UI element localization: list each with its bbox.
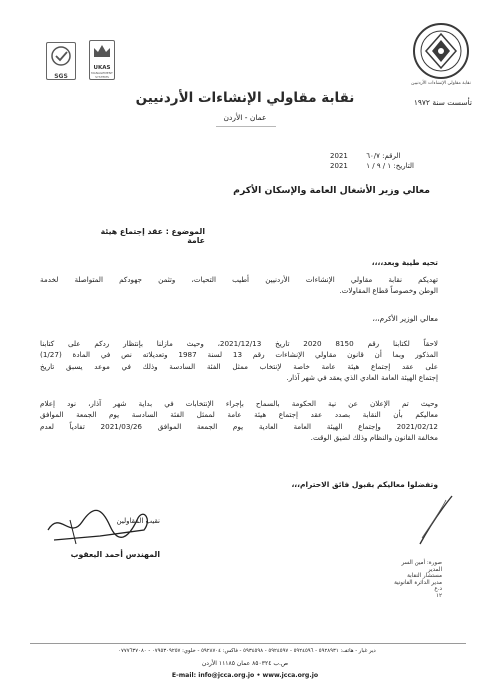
stamp-line: د.ع — [434, 586, 442, 593]
signer-title: نقيب المقاولين — [116, 517, 160, 525]
stamp-line: مدير الدائرة القانونية — [394, 579, 442, 586]
paragraph-line: المذكور وبما أن قانون مقاولي الإنشاءات رقم 13 لسنة 1987 وتعديلاته نص في المادة (1/27) — [40, 350, 438, 360]
union-logo — [412, 22, 470, 80]
ref-number: الرقم: ٦٠/٧ — [366, 152, 401, 160]
sgs-cert-badge — [46, 42, 76, 80]
paragraph-line: على عقد إجتماع هيئة عامة خاصة لإنتخاب ممثل الفئة السادسة وذلك في موعد يسبق تاريخ — [40, 361, 438, 371]
stamp-line: المدير — [427, 566, 442, 573]
paragraph-line: وحيث تم الإعلان عن نية الحكومة بالسماح بإجراء الإنتخابات في بداية شهر آذار، نود إعلام — [40, 399, 438, 408]
founded-date: تأسست سنة ١٩٧٢ — [413, 98, 472, 107]
union-emblem-icon — [412, 22, 470, 80]
margin-pen-mark — [408, 492, 458, 552]
paragraph-line: مخالفة القانون والنظام وذلك لضيق الوقت. — [310, 433, 438, 443]
subject: الموضوع : عقد إجتماع هيئة عامة — [100, 227, 205, 245]
greeting: تحيه طيبة وبعد،،،، — [371, 258, 438, 267]
ref-year: 2021 — [330, 152, 348, 160]
paragraph-2 — [40, 398, 438, 444]
signer-name: المهندس أحمد اليعقوب — [70, 550, 160, 559]
intro-line: تهديكم نقابة مقاولي الإنشاءات الأردنيين أطيب التحيات، وتثمن جهودكم المتواصلة لخدمة — [40, 275, 438, 284]
ref-date-row — [330, 162, 440, 170]
salutation: معالي الوزير الأكرم،،، — [372, 314, 438, 323]
iso-cert-icon — [47, 43, 75, 69]
org-city: عمان - الأردن — [223, 113, 267, 122]
footer-address: دير غبار - هاتف: ٥٩٢٨٩٣١ - ٥٩٢٤٥٩٦ - ٥٩٢٤٥٩٧ - ٥٩٣٤٥٩٨ - فاكس: ٥٩٢٨٧٠٤ - خلوي: ٠٧٩٥٣٠٩٢٥٧ - ٠٧٧٧٦٣٧٠٨٠ — [118, 648, 376, 654]
stamp-line: ١٢ — [435, 592, 442, 599]
paragraph-line: لاحقاً لكتابنا رقم 8150 2020 تاريخ 2021/12/13، وحيث مازلنا بإنتظار ردكم على كتابنا — [40, 339, 438, 348]
paragraph-line: 2021/02/12 وإجتماع الهيئة العامة العادية يوم الجمعة الموافق 2021/03/26 تفادياً لعدم — [40, 421, 438, 431]
crown-icon — [90, 41, 114, 61]
closing: وتفضلوا معاليكم بقبول فائق الاحترام،،، — [291, 480, 438, 489]
copy-stamp — [358, 560, 442, 600]
ukas-cert-badge — [89, 40, 115, 80]
pen-stroke-icon — [408, 492, 458, 552]
ref-number-row — [330, 152, 440, 160]
ref-date: التاريخ: ١ / ٩ / ١ — [366, 162, 414, 170]
sgs-label: SGS — [54, 73, 68, 80]
footer-contact: E-mail: info@jcca.org.jo • www.jcca.org.jo — [171, 672, 319, 679]
logo-caption: نقابة مقاولي الإنشاءات الأردنيين — [411, 81, 471, 86]
stamp-line: صورة: أمين السر — [401, 560, 442, 566]
paragraph-line: معاليكم بأن النقابة بصدد عقد إجتماع هيئة عامة لممثل الفئة السادسة يوم الجمعة الموافق — [40, 410, 438, 420]
stamp-line: مستشار النقابة — [407, 573, 442, 580]
intro-line: الوطن وخصوصاً قطاع المقاولات. — [339, 286, 438, 296]
org-name: نقابة مقاولي الإنشاءات الأردنيين — [135, 90, 355, 106]
handwritten-signature — [40, 500, 160, 550]
paragraph-1 — [40, 338, 438, 384]
footer-pobox: ص.ب ٨٥٠٣٢٤ عمان ١١١٨٥ الأردن — [201, 660, 289, 667]
intro-paragraph — [40, 274, 438, 297]
date-year: 2021 — [330, 162, 348, 170]
paragraph-line: إجتماع الهيئة العامة العادي الذي يعقد في شهر آذار. — [286, 373, 438, 383]
signature-scribble-icon — [40, 500, 160, 550]
recipient: معالي وزير الأشغال العامة والإسكان الأكرم — [233, 185, 430, 196]
ukas-label: UKAS — [93, 65, 111, 71]
footer-rule — [30, 643, 466, 644]
ukas-sub-label: MANAGEMENT SYSTEMS — [91, 71, 113, 79]
city-underline — [216, 126, 276, 127]
